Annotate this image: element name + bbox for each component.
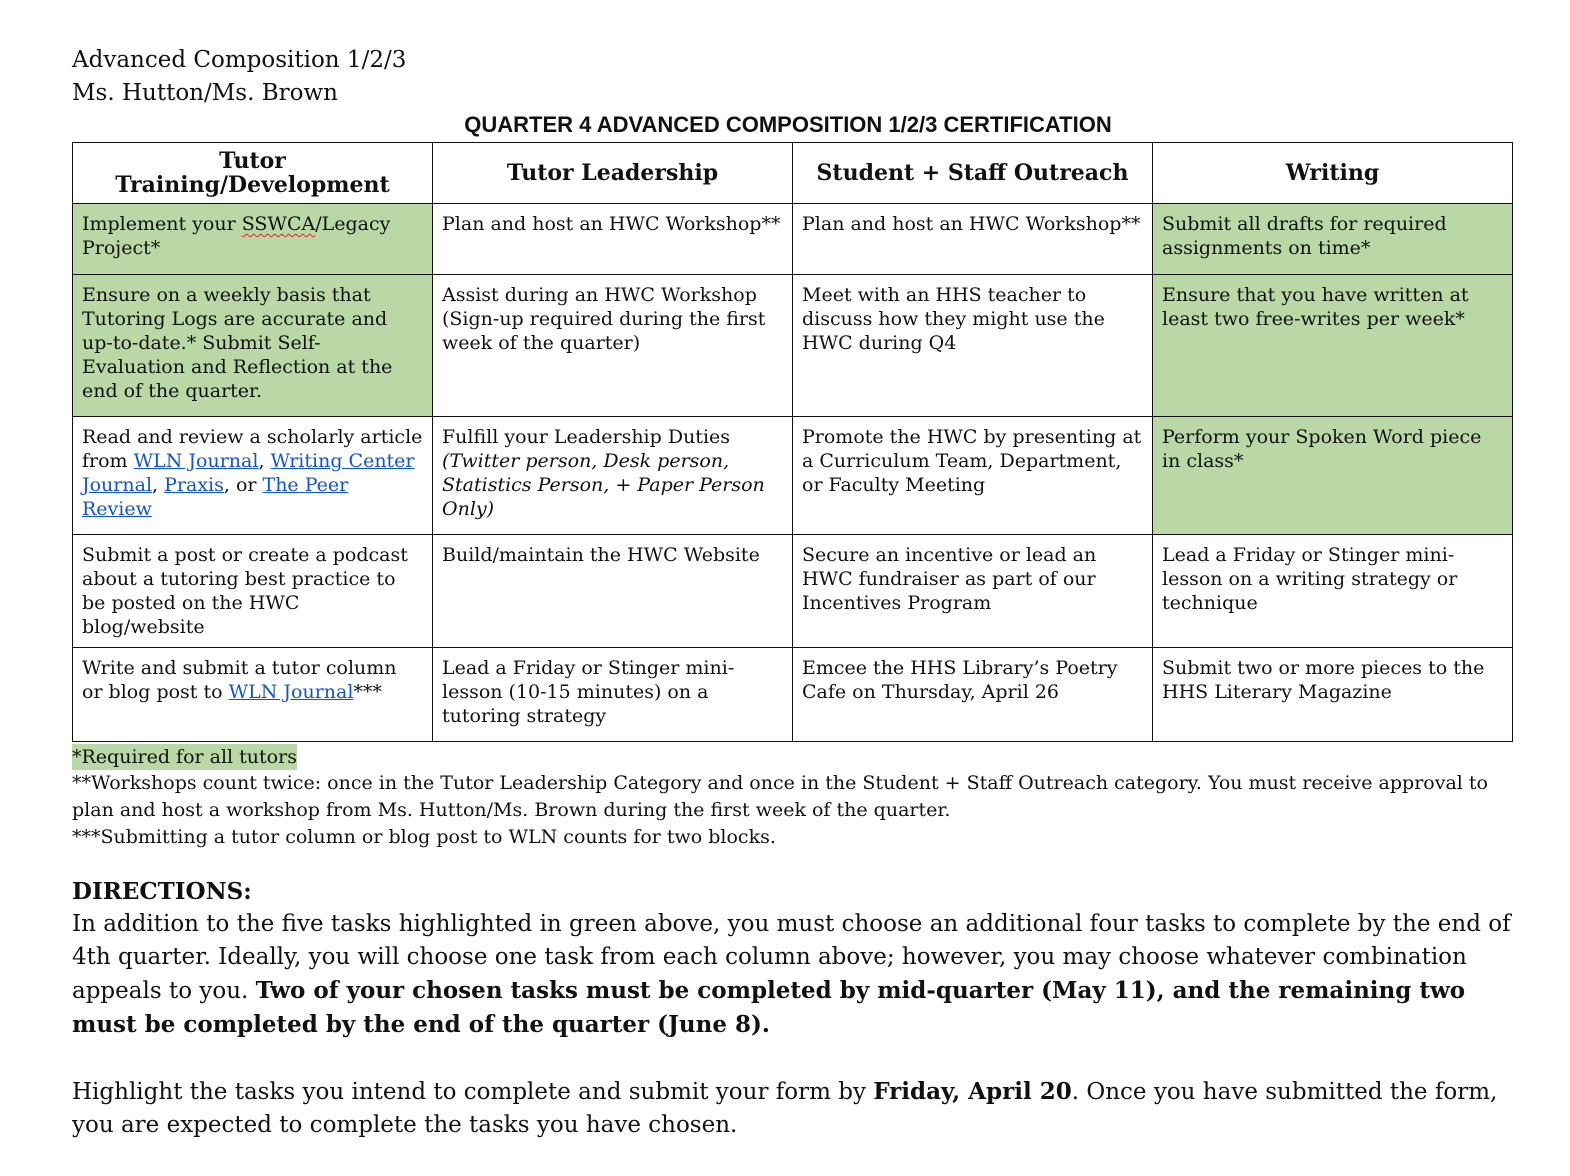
directions-paragraph-2: Highlight the tasks you intend to complete and submit your form by Friday, April 20. Once you have submitted the form, you are expected to complete the tasks you have chosen. [72,1078,1498,1138]
column-header-tutor-leadership: Tutor Leadership [433,143,793,204]
task-cell: Secure an incentive or lead an HWC fundraiser as part of our Incentives Program [793,535,1153,648]
task-cell: Assist during an HWC Workshop (Sign-up required during the first week of the quarter) [433,275,793,417]
link-wln-journal[interactable]: WLN Journal [228,681,354,703]
link-wln-journal[interactable]: WLN Journal [133,450,259,472]
workshop-note: **Workshops count twice: once in the Tutor Leadership Category and once in the Student + Staff Outreach category. You must receive approval to plan and host a workshop from Ms. Hutton/Ms. Brown during the first week of the quarter. [72,772,1488,821]
task-cell: Ensure that you have written at least two free-writes per week* [1153,275,1513,417]
task-cell: Submit all drafts for required assignments on time* [1153,204,1513,275]
directions-heading: DIRECTIONS: [72,878,252,905]
task-cell: Emcee the HHS Library’s Poetry Cafe on Thursday, April 26 [793,648,1153,742]
task-cell: Perform your Spoken Word piece in class* [1153,417,1513,535]
table-row [73,648,1513,742]
task-cell: Plan and host an HWC Workshop** [793,204,1153,275]
table-row [73,535,1513,648]
required-note: *Required for all tutors [72,746,297,768]
column-header-outreach: Student + Staff Outreach [793,143,1153,204]
table-header-row [73,143,1513,204]
task-cell: Fulfill your Leadership Duties (Twitter person, Desk person, Statistics Person, + Paper Person Only) [433,417,793,535]
wln-note: ***Submitting a tutor column or blog post to WLN counts for two blocks. [72,826,776,848]
task-cell: Promote the HWC by presenting at a Curriculum Team, Department, or Faculty Meeting [793,417,1153,535]
column-header-tutor-training: Tutor Training/Development [73,143,433,204]
table-row [73,275,1513,417]
task-cell: Implement your SSWCA/Legacy Project* [73,204,433,275]
task-cell: Meet with an HHS teacher to discuss how they might use the HWC during Q4 [793,275,1153,417]
task-cell: Submit two or more pieces to the HHS Literary Magazine [1153,648,1513,742]
link-peer-review[interactable]: The Peer Review [82,474,349,520]
task-cell: Lead a Friday or Stinger mini-lesson (10-15 minutes) on a tutoring strategy [433,648,793,742]
task-cell: Write and submit a tutor column or blog post to WLN Journal*** [73,648,433,742]
table-row [73,417,1513,535]
directions-paragraph-1: In addition to the five tasks highlighted in green above, you must choose an additional four tasks to complete by the end of 4th quarter. Ideally, you will choose one task from each column above; however, you may choose whatever combination appeals to you. Two of your chosen tasks must be completed by mid-quarter (May 11), and the remaining two must be completed by the end of the quarter (June 8). [72,911,1511,1038]
task-cell: Lead a Friday or Stinger mini-lesson on a writing strategy or technique [1153,535,1513,648]
document-title: QUARTER 4 ADVANCED COMPOSITION 1/2/3 CERTIFICATION [464,112,1112,137]
task-cell: Read and review a scholarly article from WLN Journal, Writing Center Journal, Praxis, or The Peer Review [73,417,433,535]
link-praxis[interactable]: Praxis [164,474,224,496]
task-cell: Submit a post or create a podcast about a tutoring best practice to be posted on the HWC blog/website [73,535,433,648]
spellcheck-word: SSWCA [241,213,316,235]
course-name: Advanced Composition 1/2/3 [72,47,407,73]
certification-table [72,142,1513,742]
task-cell: Ensure on a weekly basis that Tutoring Logs are accurate and up-to-date.* Submit Self-Evaluation and Reflection at the end of the quarter. [73,275,433,417]
column-header-writing: Writing [1153,143,1513,204]
task-cell: Plan and host an HWC Workshop** [433,204,793,275]
table-row [73,204,1513,275]
document-page [72,44,1512,1142]
teacher-names: Ms. Hutton/Ms. Brown [72,80,338,106]
link-writing-center-journal[interactable]: Writing Center Journal [82,450,415,496]
task-cell: Build/maintain the HWC Website [433,535,793,648]
